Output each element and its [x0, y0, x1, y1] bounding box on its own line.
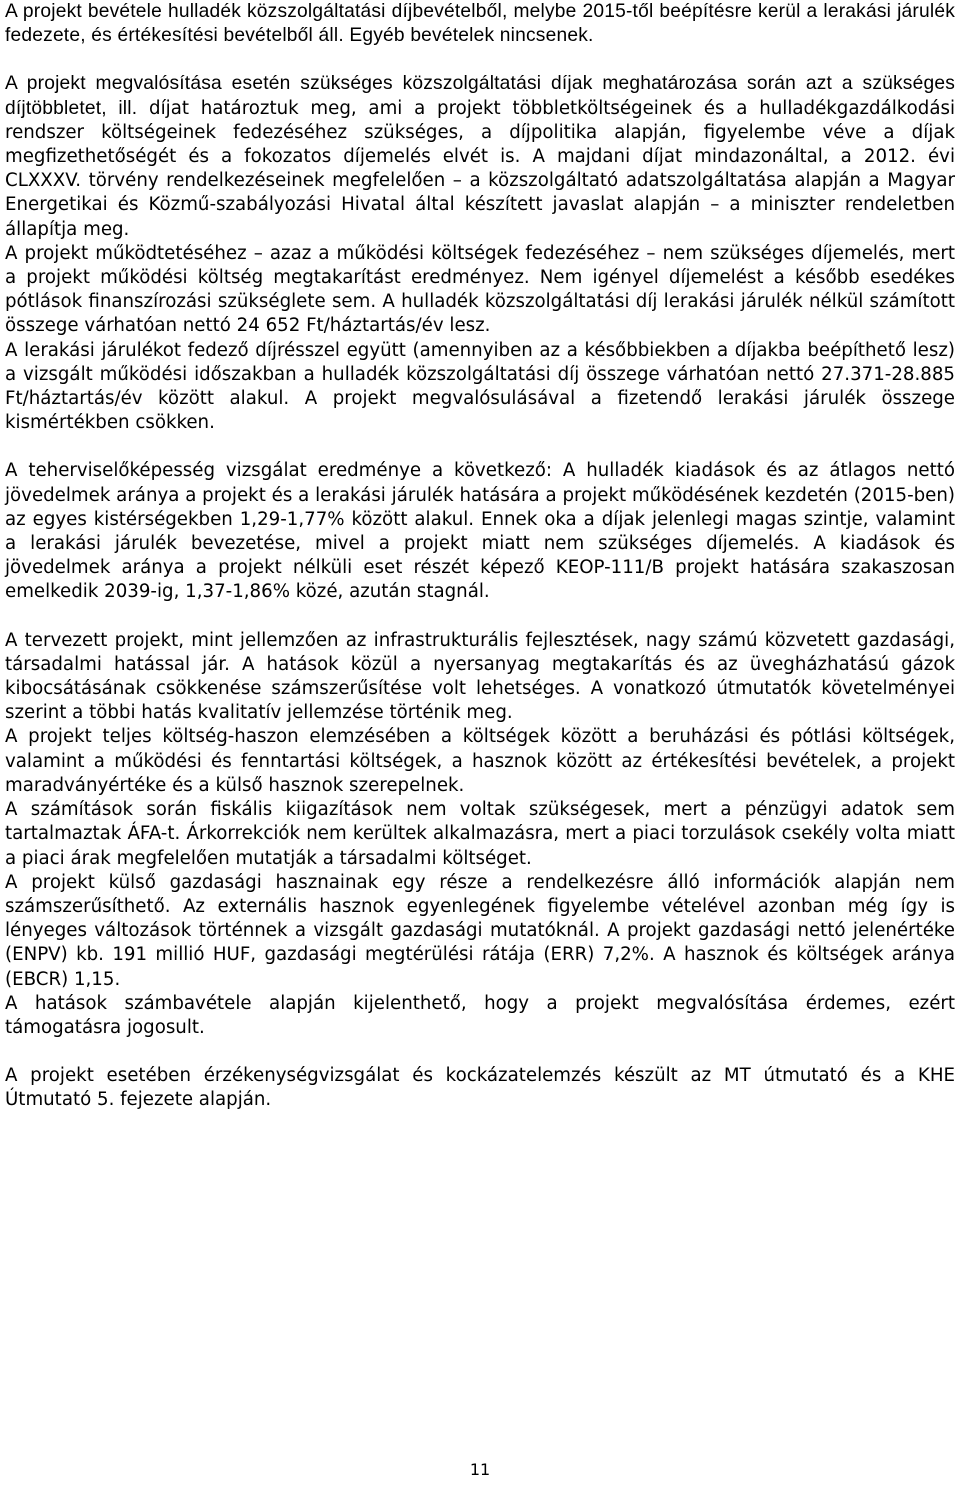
paragraph-landfill-levy: A lerakási járulékot fedező díjrésszel együtt (amennyiben az a későbbiekben a díjakba beépíthető lesz) a vizsgált működési időszakban a hulladék közszolgáltatási díj összege várhatóan nettó 27.371-28.885 Ft/háztartás/év között alakul. A projekt megvalósulásával a fizetendő lerakási járulék összege kismértékben csökken.	[5, 339, 955, 434]
paragraph-operation-fee: A projekt működtetéséhez – azaz a működési költségek fedezéséhez – nem szükséges díjemelés, mert a projekt működési költség megtakarítást eredményez. Nem igényel díjemelést a később esedékes pótlások finanszírozási szükséglete sem. A hulladék közszolgáltatási díj lerakási járulék nélkül számított összege várhatóan nettó 24 652 Ft/háztartás/év lesz.	[5, 242, 955, 337]
paragraph-impacts: A tervezett projekt, mint jellemzően az infrastrukturális fejlesztések, nagy számú közvetett gazdasági, társadalmi hatással jár. A hatások közül a nyersanyag megtakarítás és az üvegházhatású gázok kibocsátásának csökkenése számszerűsítése volt lehetséges. A vonatkozó útmutatók követelményei szerint a többi hatás kvalitatív jellemzése történik meg.	[5, 629, 955, 724]
paragraph-conclusion: A hatások számbavétele alapján kijelenthető, hogy a projekt megvalósítása érdemes, ezért támogatásra jogosult.	[5, 992, 955, 1038]
paragraph-fee-determination-start: A projekt megvalósítása esetén szükséges közszolgáltatási díjak meghatározása során azt a szükséges díjtöbbletet, ill.	[5, 73, 955, 119]
paragraph-fee-determination-rest: díjat határoztuk meg, ami a projekt többletköltségeinek és a hulladékgazdálkodási rendszer költségeinek fedezéséhez szükséges, a díjpolitika alapján, figyelembe véve a díjak megfizethetőségét és a fokozatos díjemelés elvét is. A majdani díjat mindazonáltal, a 2012. évi CLXXXV. törvény rendelkezéseinek megfelelően – a közszolgáltató adatszolgáltatása alapján a Magyar Energetikai és Közmű-szabályozási Hivatal által készített javaslat alapján – a miniszter rendeletben állapítja meg.	[5, 97, 955, 240]
paragraph-affordability: A teherviselőképesség vizsgálat eredménye a következő: A hulladék kiadások és az átlagos nettó jövedelmek aránya a projekt és a lerakási járulék hatására a projekt működésének kezdetén (2015-ben) az egyes kistérségekben 1,29-1,77% között alakul. Ennek oka a díjak jelenlegi magas szintje, valamint a lerakási járulék bevezetése, mivel a projekt miatt nem szükséges díjemelés. A kiadások és jövedelmek aránya a projekt nélküli eset részét képező KEOP-111/B projekt hatására szakaszosan emelkedik 2039-ig, 1,37-1,86% közé, azután stagnál.	[5, 460, 955, 603]
paragraph-fee-determination	[5, 72, 955, 241]
spacer	[5, 48, 955, 72]
spacer	[5, 1040, 955, 1064]
spacer	[5, 605, 955, 629]
paragraph-cost-benefit: A projekt teljes költség-haszon elemzésében a költségek között a beruházási és pótlási költségek, valamint a működési és fenntartási költségek, a hasznok között az értékesítési bevételek, a projekt maradványértéke és a külső hasznok szerepelnek.	[5, 726, 955, 796]
paragraph-revenue: A projekt bevétele hulladék közszolgáltatási díjbevételből, melybe 2015-től beépítésre kerül a lerakási járulék fedezete, és értékesítési bevételből áll. Egyéb bevételek nincsenek.	[5, 1, 955, 47]
paragraph-fiscal-corrections: A számítások során fiskális kiigazítások nem voltak szükségesek, mert a pénzügyi adatok sem tartalmaztak ÁFA-t. Árkorrekciók nem kerültek alkalmazásra, mert a piaci torzulások csekély volta miatt a piaci árak megfelelően mutatják a társadalmi költséget.	[5, 799, 955, 869]
paragraph-sensitivity: A projekt esetében érzékenységvizsgálat és kockázatelemzés készült az MT útmutató és a KHE Útmutató 5. fejezete alapján.	[5, 1065, 955, 1111]
page-number: 11	[469, 1460, 491, 1479]
document-body	[5, 0, 955, 1113]
paragraph-economic-indicators: A projekt külső gazdasági hasznainak egy része a rendelkezésre álló információk alapján nem számszerűsíthető. Az externális hasznok egyenlegének figyelembe vételével azonban még így is lényeges változások történnek a vizsgált gazdasági mutatóknál. A projekt gazdasági nettó jelenértéke (ENPV) kb. 191 millió HUF, gazdasági megtérülési rátája (ERR) 7,2%. A hasznok és költségek aránya (EBCR) 1,15.	[5, 871, 955, 990]
spacer	[5, 435, 955, 459]
